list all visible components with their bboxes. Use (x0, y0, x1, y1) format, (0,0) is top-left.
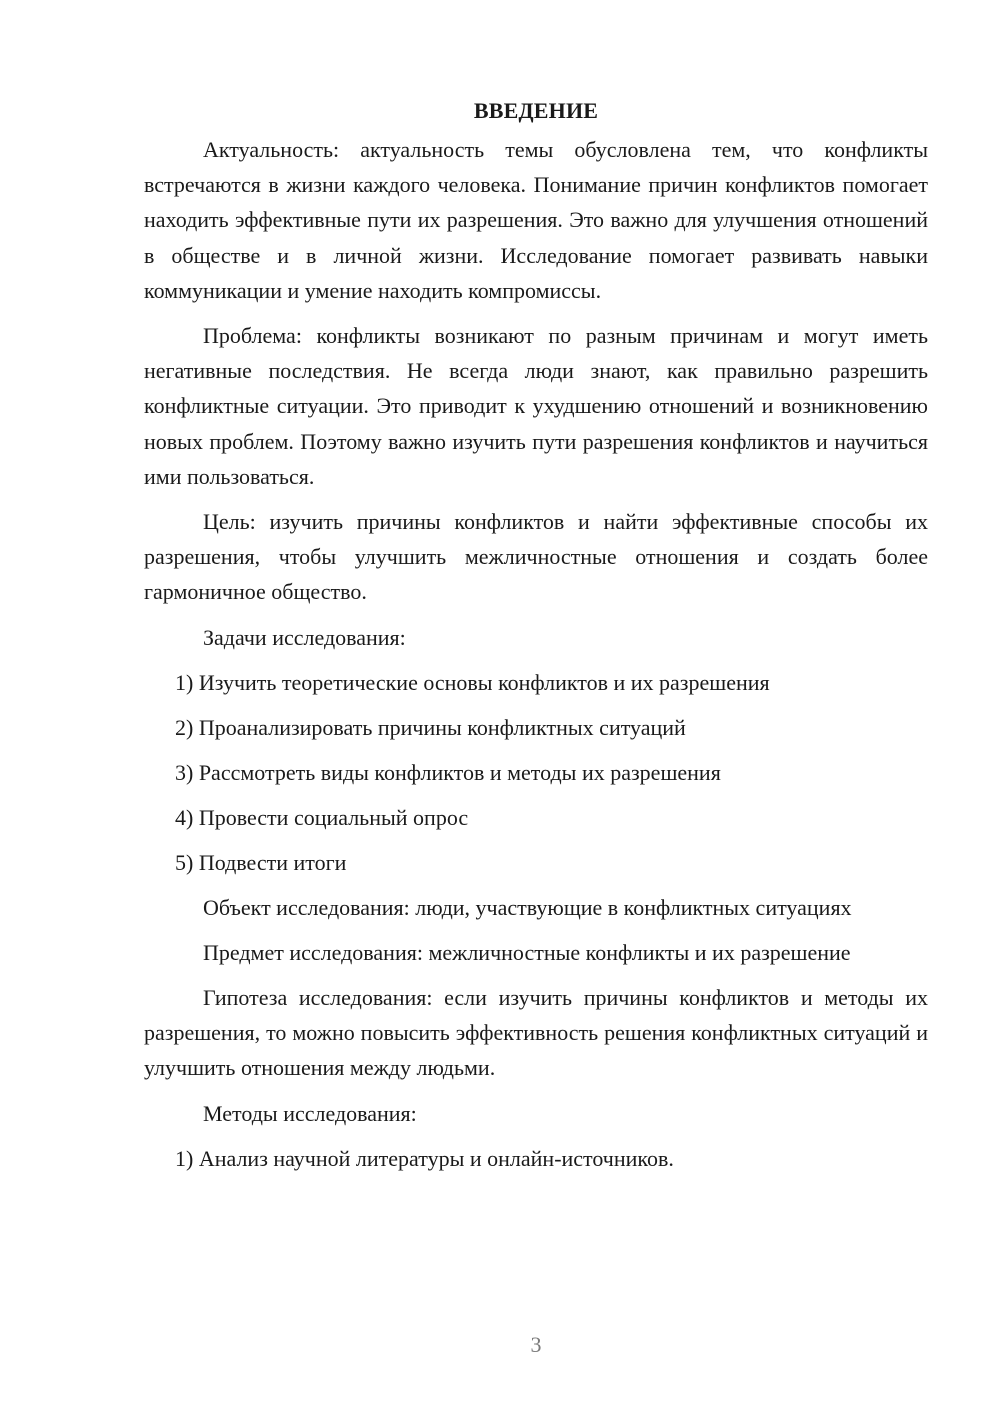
subject-paragraph: Предмет исследования: межличностные конфликты и их разрешение (203, 939, 851, 965)
task-item: 2) Проанализировать причины конфликтных ситуаций (175, 714, 686, 740)
task-item: 4) Провести социальный опрос (175, 804, 469, 830)
task-item: 5) Подвести итоги (175, 849, 347, 875)
relevance-paragraph: Актуальность: актуальность темы обусловлена тем, что конфликты встречаются в жизни каждого человека. Понимание причин конфликтов помогает находить эффективные пути их разрешения. Это важно для улучшения отношений в обществе и в личной жизни. Исследование помогает развивать навыки коммуникации и умение находить компромиссы. (144, 137, 928, 303)
section-title: ВВЕДЕНИЕ (473, 98, 599, 123)
page-number: 3 (530, 1332, 542, 1357)
task-item: 1) Изучить теоретические основы конфликтов и их разрешения (175, 669, 770, 695)
page-content (144, 96, 928, 1186)
methods-label: Методы исследования: (203, 1100, 417, 1126)
object-paragraph: Объект исследования: люди, участвующие в конфликтных ситуациях (203, 894, 852, 920)
methods-list (144, 1141, 928, 1176)
goal-paragraph: Цель: изучить причины конфликтов и найти эффективные способы их разрешения, чтобы улучшить межличностные отношения и создать более гармоничное общество. (144, 509, 928, 605)
hypothesis-paragraph: Гипотеза исследования: если изучить причины конфликтов и методы их разрешения, то можно повысить эффективность решения конфликтных ситуаций и улучшить отношения между людьми. (144, 985, 928, 1081)
method-item: 1) Анализ научной литературы и онлайн-источников. (175, 1145, 674, 1171)
task-item: 3) Рассмотреть виды конфликтов и методы их разрешения (175, 759, 721, 785)
tasks-list (144, 665, 928, 880)
tasks-label: Задачи исследования: (203, 624, 406, 650)
problem-paragraph: Проблема: конфликты возникают по разным причинам и могут иметь негативные последствия. Не всегда люди знают, как правильно разрешить конфликтные ситуации. Это приводит к ухудшению отношений и возникновению новых проблем. Поэтому важно изучить пути разрешения конфликтов и научиться ими пользоваться. (144, 323, 928, 489)
